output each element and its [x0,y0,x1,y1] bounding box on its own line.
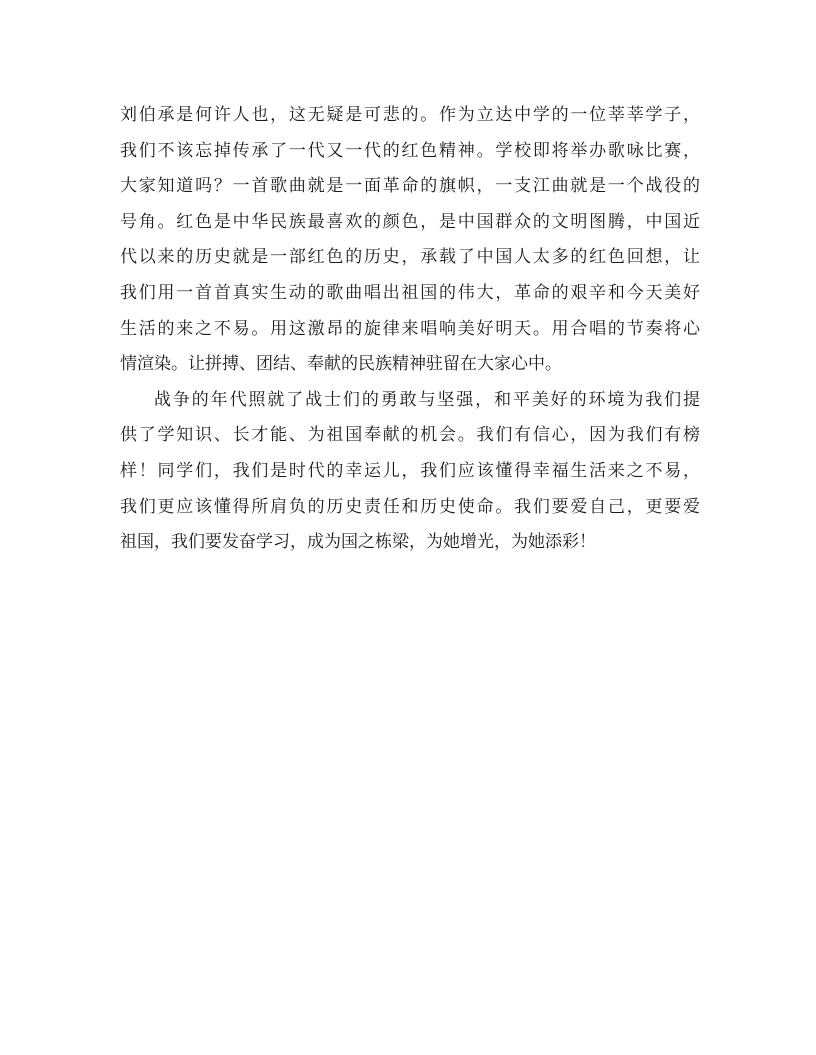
text-line: 代以来的历史就是一部红色的历史，承载了中国人太多的红色回想，让 [120,247,700,268]
text-line: 战争的年代照就了战士们的勇敢与坚强，和平美好的环境为我们提 [154,389,700,410]
text-line: 大家知道吗？一首歌曲就是一面革命的旗帜，一支江曲就是一个战役的 [120,176,700,197]
document-body [120,98,700,561]
text-line: 生活的来之不易。用这激昂的旋律来唱响美好明天。用合唱的节奏将心 [120,318,700,339]
text-line: 祖国，我们要发奋学习，成为国之栋梁，为她增光，为她添彩！ [120,532,596,553]
text-line: 刘伯承是何许人也，这无疑是可悲的。作为立达中学的一位莘莘学子， [120,105,700,125]
text-line: 我们用一首首真实生动的歌曲唱出祖国的伟大，革命的艰辛和今天美好 [120,282,700,303]
text-line: 供了学知识、长才能、为祖国奉献的机会。我们有信心，因为我们有榜 [120,425,700,446]
text-line: 我们不该忘掉传承了一代又一代的红色精神。学校即将举办歌咏比赛， [120,140,700,161]
text-line: 我们更应该懂得所肩负的历史责任和历史使命。我们要爱自己，更要爱 [120,496,700,517]
text-line: 情渲染。让拼搏、团结、奉献的民族精神驻留在大家心中。 [120,354,562,375]
paragraph-1 [120,98,700,383]
text-line: 号角。红色是中华民族最喜欢的颜色，是中国群众的文明图腾，中国近 [120,211,700,232]
text-line: 样！同学们，我们是时代的幸运儿，我们应该懂得幸福生活来之不易， [120,460,700,481]
paragraph-2 [120,383,700,561]
